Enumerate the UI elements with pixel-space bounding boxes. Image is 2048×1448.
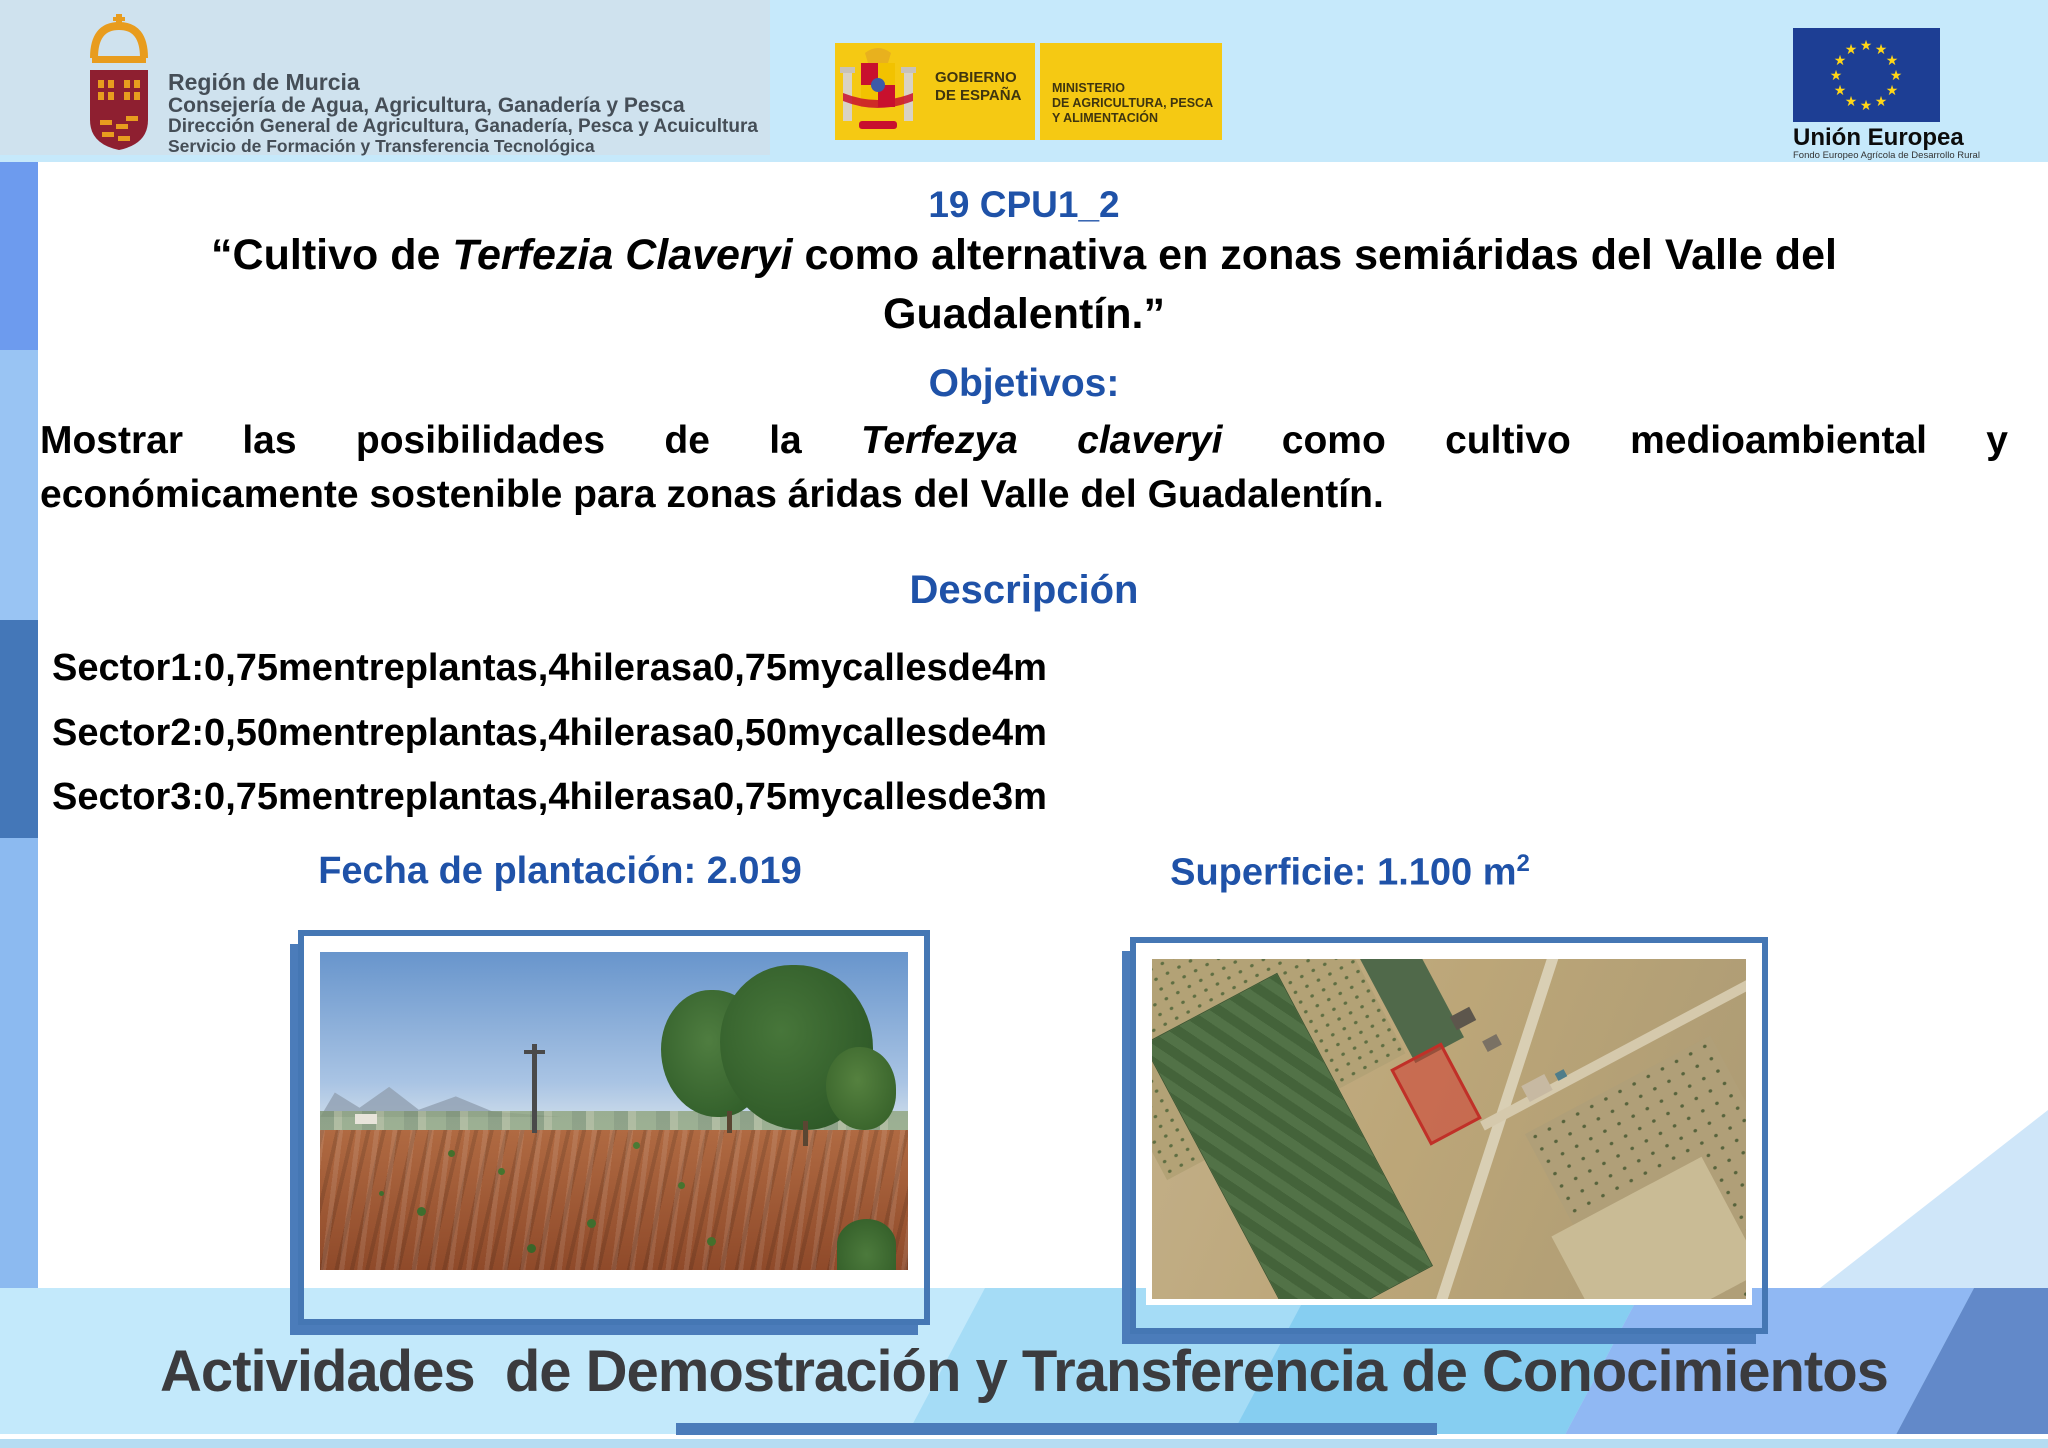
svg-text:★: ★ — [1833, 83, 1847, 99]
corner-decoration — [1820, 1110, 2048, 1288]
ministerio-label — [1052, 81, 1213, 126]
spain-coat-of-arms-icon — [835, 43, 921, 140]
title-prefix: “Cultivo de — [211, 231, 453, 279]
aerial-photo-mat — [1146, 953, 1752, 1305]
slide-title — [114, 226, 1934, 345]
svg-text:★: ★ — [1874, 42, 1888, 58]
gobierno-line1: GOBIERNO — [935, 69, 1017, 86]
svg-text:★: ★ — [1874, 94, 1888, 110]
objectives-species-italic: Terfezya claveryi — [861, 419, 1223, 462]
tree-trunk — [727, 1111, 732, 1133]
murcia-line1: Región de Murcia — [168, 69, 360, 95]
sector-list — [52, 636, 1047, 830]
objectives-line1-prefix: Mostrar las posibilidades de la — [40, 419, 862, 462]
aerial-photo-frame — [1130, 937, 1768, 1334]
planting-date-caption: Fecha de plantación: 2.019 — [318, 850, 802, 892]
field-building — [355, 1114, 377, 1124]
spain-ministry-logo — [1040, 43, 1222, 140]
banner-underline — [676, 1423, 1437, 1435]
sector-line-2: Sector2:0,50mentreplantas,4hilerasa0,50mycallesde4m — [52, 711, 1047, 754]
eu-title: Unión Europea — [1793, 124, 1964, 151]
decorative-stripe-3 — [0, 620, 38, 838]
sector-line-3: Sector3:0,75mentreplantas,4hilerasa0,75mycallesde3m — [52, 776, 1047, 819]
ministerio-line3: Y ALIMENTACIÓN — [1052, 111, 1159, 125]
activity-code: 19 CPU1_2 — [928, 184, 1120, 225]
murcia-crown-shield-icon — [86, 12, 152, 152]
murcia-text-block — [168, 70, 758, 156]
svg-text:★: ★ — [1833, 53, 1847, 69]
murcia-line2: Consejería de Agua, Agricultura, Ganadería y Pesca — [168, 94, 685, 117]
svg-text:★: ★ — [1885, 53, 1899, 69]
description-heading: Descripción — [909, 568, 1139, 612]
field-photo-mat — [314, 946, 914, 1276]
gobierno-line2: DE ESPAÑA — [935, 87, 1022, 104]
objectives-line1 — [40, 414, 2008, 468]
field-bush — [837, 1219, 896, 1270]
eu-flag-icon — [1793, 28, 1940, 122]
field-photo — [320, 952, 908, 1270]
title-suffix: como alternativa en zonas semiáridas del Valle del Guadalentín.” — [792, 231, 1837, 339]
svg-text:★: ★ — [1829, 68, 1843, 84]
objectives-heading: Objetivos: — [928, 362, 1120, 405]
power-pole — [532, 1044, 537, 1133]
svg-text:★: ★ — [1844, 42, 1858, 58]
decorative-stripe-4 — [0, 838, 38, 1288]
surface-caption-exponent: 2 — [1516, 850, 1530, 877]
aerial-photo — [1152, 959, 1746, 1299]
murcia-logo — [86, 12, 152, 157]
ministerio-line1: MINISTERIO — [1052, 81, 1125, 95]
murcia-line3: Dirección General de Agricultura, Ganadería, Pesca y Acuicultura — [168, 116, 758, 137]
field-soil — [320, 1130, 908, 1270]
ministerio-line2: DE AGRICULTURA, PESCA — [1052, 96, 1214, 110]
svg-text:★: ★ — [1885, 83, 1899, 99]
banner-title: Actividades de Demostración y Transferencia de Conocimientos — [160, 1339, 1888, 1404]
gobierno-label — [935, 69, 1021, 105]
surface-caption — [1020, 850, 1680, 895]
eu-subtitle: Fondo Europeo Agrícola de Desarrollo Rural — [1793, 150, 1980, 161]
sector-line-1: Sector1:0,75mentreplantas,4hilerasa0,75mycallesde4m — [52, 647, 1047, 689]
murcia-line4: Servicio de Formación y Transferencia Tecnológica — [168, 136, 595, 156]
eu-logo — [1793, 28, 1980, 161]
svg-text:★: ★ — [1859, 98, 1873, 114]
bottom-blue-strip — [0, 1439, 2048, 1448]
objectives-paragraph — [40, 414, 2008, 522]
field-photo-frame — [298, 930, 930, 1325]
tree-trunk — [803, 1121, 808, 1146]
svg-text:★: ★ — [1859, 38, 1873, 54]
power-pole-crossbar — [524, 1050, 545, 1054]
svg-text:★: ★ — [1844, 94, 1858, 110]
field-weeds — [379, 1191, 384, 1196]
objectives-line2: económicamente sostenible para zonas áridas del Valle del Guadalentín. — [40, 472, 1384, 516]
objectives-line1-suffix: como cultivo medioambiental y — [1222, 419, 2008, 462]
surface-caption-base: Superficie: 1.100 m — [1170, 851, 1517, 894]
svg-text:★: ★ — [1889, 68, 1903, 84]
header-band — [0, 0, 2048, 162]
title-species-italic: Terfezia Claveryi — [452, 231, 793, 279]
spain-government-logo — [835, 43, 1035, 140]
